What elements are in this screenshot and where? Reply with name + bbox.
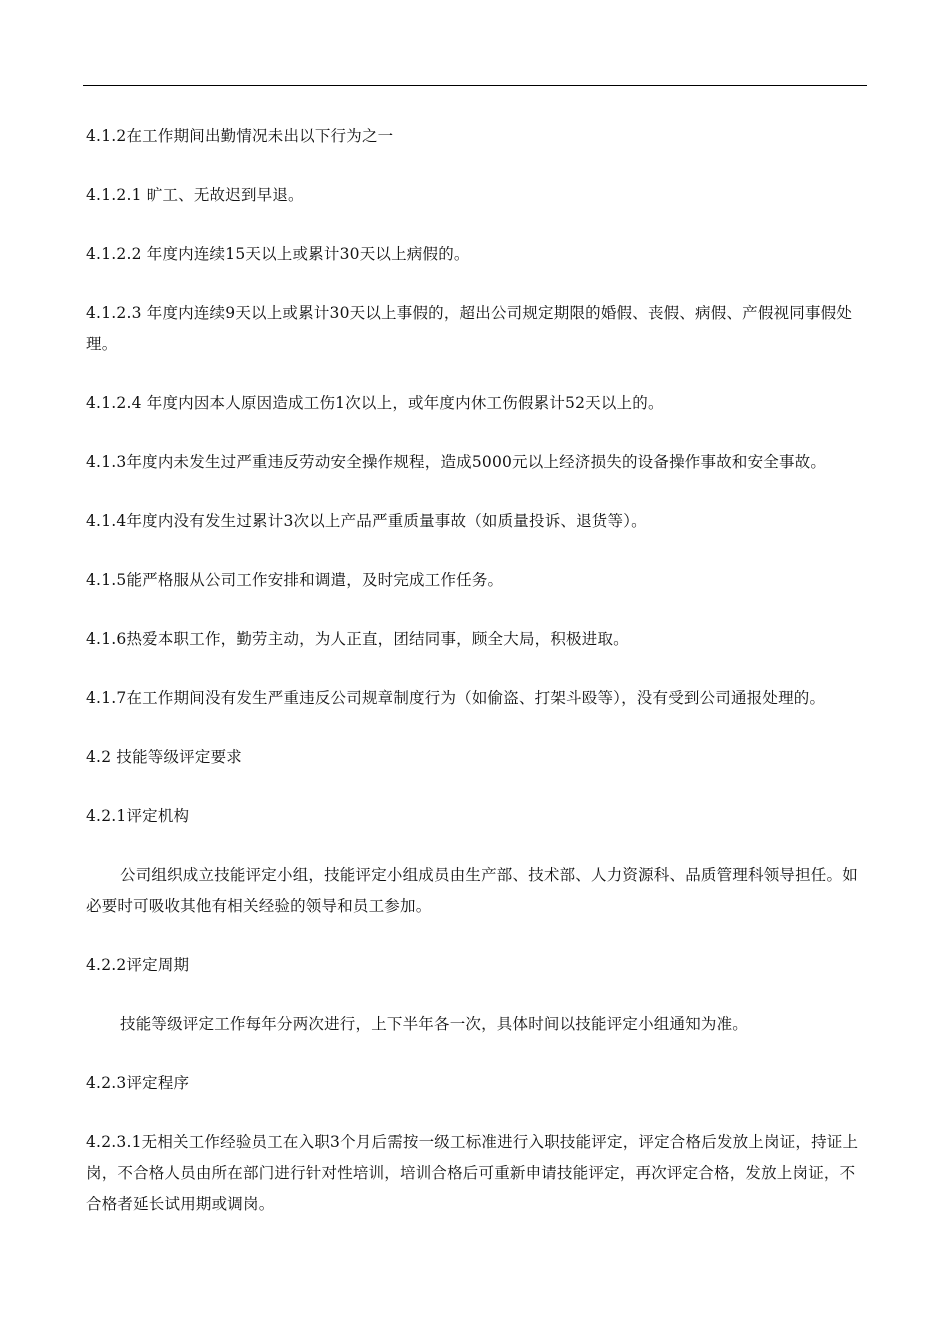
document-body [86, 121, 866, 1248]
paragraph-evaluation-body: 公司组织成立技能评定小组，技能评定小组成员由生产部、技术部、人力资源科、品质管理科领导担任。如必要时可吸收其他有相关经验的领导和员工参加。 [86, 866, 858, 915]
header-rule [83, 85, 867, 86]
paragraph-4-1-4: 4.1.4年度内没有发生过累计3次以上产品严重质量事故（如质量投诉、退货等）。 [86, 512, 647, 530]
heading-4-2-1: 4.2.1评定机构 [86, 807, 190, 825]
paragraph-4-1-3: 4.1.3年度内未发生过严重违反劳动安全操作规程，造成5000元以上经济损失的设备操作事故和安全事故。 [86, 453, 827, 471]
paragraph-4-1-2-1: 4.1.2.1 旷工、无故迟到早退。 [86, 186, 304, 204]
paragraph-4-1-2-3: 4.1.2.3 年度内连续9天以上或累计30天以上事假的，超出公司规定期限的婚假、丧假、病假、产假视同事假处理。 [86, 304, 853, 353]
paragraph-4-1-5: 4.1.5能严格服从公司工作安排和调遣，及时完成工作任务。 [86, 571, 504, 589]
heading-4-2-3: 4.2.3评定程序 [86, 1074, 190, 1092]
paragraph-4-1-2-4: 4.1.2.4 年度内因本人原因造成工伤1次以上，或年度内休工伤假累计52天以上的。 [86, 394, 664, 412]
heading-4-2: 4.2 技能等级评定要求 [86, 748, 242, 766]
heading-4-2-2: 4.2.2评定周期 [86, 956, 190, 974]
paragraph-4-1-7: 4.1.7在工作期间没有发生严重违反公司规章制度行为（如偷盗、打架斗殴等），没有受到公司通报处理的。 [86, 689, 826, 707]
paragraph-4-1-2: 4.1.2在工作期间出勤情况未出以下行为之一 [86, 127, 394, 145]
paragraph-4-1-2-2: 4.1.2.2 年度内连续15天以上或累计30天以上病假的。 [86, 245, 470, 263]
paragraph-4-1-6: 4.1.6热爱本职工作，勤劳主动，为人正直，团结同事，顾全大局，积极进取。 [86, 630, 629, 648]
paragraph-4-2-3-1: 4.2.3.1无相关工作经验员工在入职3个月后需按一级工标准进行入职技能评定，评定合格后发放上岗证，持证上岗，不合格人员由所在部门进行针对性培训，培训合格后可重新申请技能评定，再次评定合格，发放上岗证，不合格者延长试用期或调岗。 [86, 1133, 859, 1213]
paragraph-evaluation-cycle: 技能等级评定工作每年分两次进行，上下半年各一次，具体时间以技能评定小组通知为准。 [120, 1015, 749, 1033]
